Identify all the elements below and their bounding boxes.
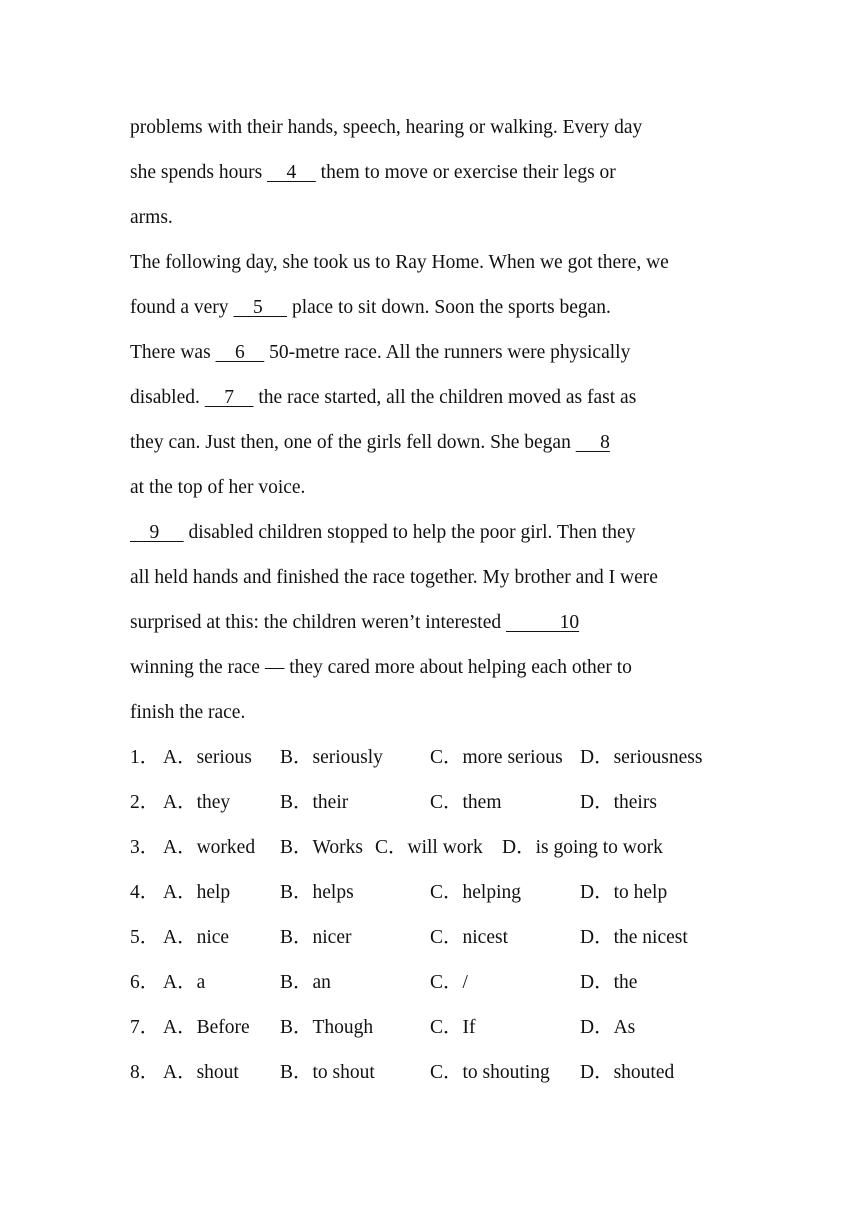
question-number: 6．: [130, 972, 160, 993]
option-a[interactable]: A．serious: [163, 747, 252, 768]
passage-paragraph-1: [130, 105, 730, 240]
passage-text: she spends hours: [130, 162, 268, 183]
option-c[interactable]: C．more serious: [430, 747, 563, 768]
option-b[interactable]: B．to shout: [280, 1062, 375, 1083]
passage-line: [130, 420, 730, 465]
option-a[interactable]: A．help: [163, 882, 231, 903]
blank-5[interactable]: 5: [233, 297, 288, 318]
option-a[interactable]: A．worked: [163, 837, 256, 858]
blank-9[interactable]: 9: [130, 522, 184, 543]
passage-line: [130, 105, 730, 150]
blank-8[interactable]: 8: [575, 432, 610, 453]
passage-text: they can. Just then, one of the girls fell down. She began: [130, 432, 576, 453]
question-number: 1．: [130, 747, 160, 768]
question-row-8: [130, 1050, 730, 1095]
option-d[interactable]: D．the: [580, 972, 638, 993]
passage-line: [130, 600, 730, 645]
question-number: 5．: [130, 927, 160, 948]
passage-text: problems with their hands, speech, hearing or walking. Every day: [130, 117, 643, 138]
question-row-5: [130, 915, 730, 960]
option-b[interactable]: B．seriously: [280, 747, 383, 768]
blank-6[interactable]: 6: [215, 342, 265, 363]
passage-text: winning the race — they cared more about helping each other to: [130, 657, 632, 678]
option-a[interactable]: A．nice: [163, 927, 230, 948]
option-c[interactable]: C．nicest: [430, 927, 508, 948]
question-row-2: [130, 780, 730, 825]
question-row-7: [130, 1005, 730, 1050]
option-d[interactable]: D．the nicest: [580, 927, 688, 948]
option-d[interactable]: D．seriousness: [580, 747, 703, 768]
passage-line: [130, 330, 730, 375]
option-b[interactable]: B．their: [280, 792, 349, 813]
passage-line: [130, 150, 730, 195]
passage-text: all held hands and finished the race together. My brother and I were: [130, 567, 658, 588]
question-number: 8．: [130, 1062, 160, 1083]
option-a[interactable]: A．Before: [163, 1017, 250, 1038]
question-number: 2．: [130, 792, 160, 813]
option-a[interactable]: A．a: [163, 972, 206, 993]
option-a[interactable]: A．shout: [163, 1062, 239, 1083]
option-c[interactable]: C．to shouting: [430, 1062, 550, 1083]
option-c[interactable]: C．them: [430, 792, 502, 813]
option-d[interactable]: D．As: [580, 1017, 636, 1038]
passage-text: The following day, she took us to Ray Home. When we got there, we: [130, 252, 669, 273]
passage-line: [130, 690, 730, 735]
option-b[interactable]: B．Works: [280, 837, 363, 858]
question-number: 3．: [130, 837, 160, 858]
passage-paragraph-2: [130, 240, 730, 510]
blank-4[interactable]: 4: [267, 162, 316, 183]
passage-text: finish the race.: [130, 702, 246, 723]
option-d[interactable]: D．is going to work: [502, 837, 663, 858]
question-row-4: [130, 870, 730, 915]
question-row-3: [130, 825, 730, 870]
passage-text: place to sit down. Soon the sports began.: [287, 297, 611, 318]
document-page: [130, 105, 730, 1095]
option-c[interactable]: C．helping: [430, 882, 521, 903]
option-a[interactable]: A．they: [163, 792, 231, 813]
passage-text: surprised at this: the children weren’t interested: [130, 612, 506, 633]
option-c[interactable]: C．/: [430, 972, 468, 993]
question-row-6: [130, 960, 730, 1005]
passage-text: disabled.: [130, 387, 205, 408]
option-b[interactable]: B．helps: [280, 882, 354, 903]
passage-text: 50-metre race. All the runners were physically: [264, 342, 631, 363]
passage-text: found a very: [130, 297, 234, 318]
passage-line: [130, 555, 730, 600]
option-b[interactable]: B．an: [280, 972, 331, 993]
passage-line: [130, 285, 730, 330]
question-number: 4．: [130, 882, 160, 903]
option-c[interactable]: C．will work: [375, 837, 483, 858]
passage-text: at the top of her voice.: [130, 477, 306, 498]
passage-line: [130, 645, 730, 690]
passage-line: [130, 240, 730, 285]
passage-text: disabled children stopped to help the poor girl. Then they: [183, 522, 636, 543]
option-c[interactable]: C．If: [430, 1017, 476, 1038]
passage-text: them to move or exercise their legs or: [315, 162, 616, 183]
question-number: 7．: [130, 1017, 160, 1038]
passage-text: There was: [130, 342, 216, 363]
question-options-list: [130, 735, 730, 1095]
passage-line: [130, 375, 730, 420]
option-d[interactable]: D．to help: [580, 882, 668, 903]
blank-7[interactable]: 7: [204, 387, 254, 408]
passage-text: arms.: [130, 207, 173, 228]
option-d[interactable]: D．shouted: [580, 1062, 675, 1083]
option-d[interactable]: D．theirs: [580, 792, 657, 813]
option-b[interactable]: B．nicer: [280, 927, 352, 948]
passage-text: the race started, all the children moved as fast as: [253, 387, 637, 408]
blank-10[interactable]: 10: [505, 612, 580, 633]
passage-line: [130, 465, 730, 510]
passage-line: [130, 510, 730, 555]
question-row-1: [130, 735, 730, 780]
passage-paragraph-3: [130, 510, 730, 735]
option-b[interactable]: B．Though: [280, 1017, 374, 1038]
passage-line: [130, 195, 730, 240]
